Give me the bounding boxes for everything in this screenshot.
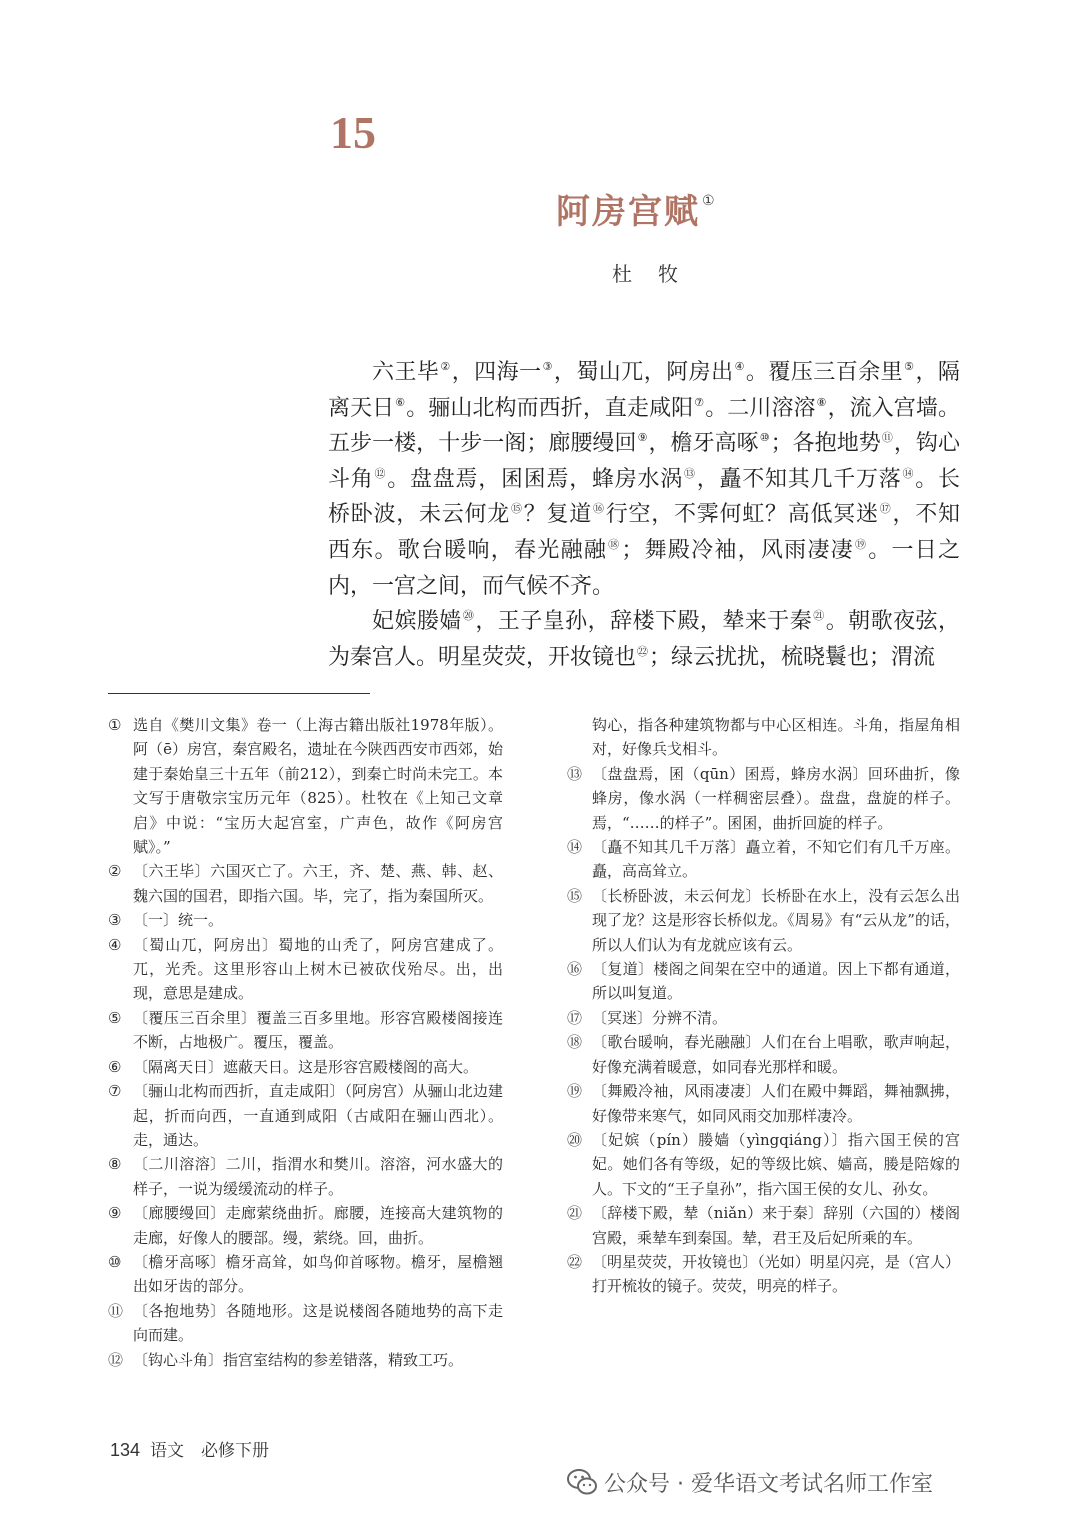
footnote-number: ⑪: [108, 1301, 124, 1320]
main-text: [328, 355, 960, 675]
footnote-divider: [108, 693, 370, 694]
footnote-ref: ②: [440, 360, 451, 373]
text-run: ，钩心斗角: [328, 431, 960, 492]
text-run: 。朝歌夜弦，为秦宫人。明星荧荧，开妆镜也: [328, 609, 960, 670]
text-run: ；各抱地势: [770, 431, 881, 457]
text-run: ，矗不知其几千万落: [696, 466, 902, 492]
footnote: [567, 1128, 960, 1201]
footnote-ref: ⑳: [462, 609, 475, 623]
footnote: [108, 1055, 503, 1079]
footnote-number: ⑦: [108, 1082, 122, 1101]
footnote: [567, 835, 960, 884]
footnote-ref: ㉒: [637, 644, 649, 658]
main-paragraph-1: [328, 355, 960, 604]
footnote-ref: ⑦: [694, 395, 705, 409]
footnote-text: 〔覆压三百余里〕覆盖三百多里地。形容宫殿楼阁接连不断，占地极广。覆压，覆盖。: [133, 1008, 503, 1052]
footnote-ref: ⑮: [510, 502, 523, 516]
footnote: [567, 762, 960, 835]
text-run: ？复道: [523, 502, 592, 528]
text-run: 妃嫔媵嫱: [372, 609, 462, 635]
footnote: [108, 1348, 503, 1372]
footnote: [567, 1030, 960, 1079]
footnote-ref: ⑧: [816, 395, 827, 409]
footnote-text: 〔辞楼下殿，辇（niǎn）来于秦〕辞别（六国的）楼阁宫殿，乘辇车到秦国。辇，君王及后妃所乘的车。: [592, 1204, 960, 1247]
text-run: 。长桥卧波，未云何龙: [328, 466, 960, 528]
footnote-ref: ⑫: [374, 466, 387, 480]
title-footnote-ref: ①: [702, 193, 717, 209]
footnote: [108, 1006, 503, 1055]
footnote-text: 〔长桥卧波，未云何龙〕长桥卧在水上，没有云怎么出现了龙？这是形容长桥似龙。《周易》有“云从龙”的话，所以人们认为有龙就应该有云。: [592, 886, 960, 954]
footnote: [108, 1201, 503, 1250]
page-number: 134: [110, 1440, 141, 1460]
footnote-text: 〔钩心斗角〕指宫室结构的参差错落，精致工巧。: [133, 1350, 464, 1369]
footnote-ref: ⑯: [592, 502, 605, 516]
footnote-text: 〔冥迷〕分辨不清。: [592, 1008, 728, 1027]
footnote-ref: ⑥: [395, 395, 406, 409]
footnote: [567, 1006, 960, 1030]
footnote-number: ⑰: [567, 1008, 583, 1027]
footnote-ref: ⑬: [683, 466, 696, 480]
footnote-number: ⑳: [567, 1130, 583, 1149]
footnote-ref: ⑩: [759, 431, 770, 445]
footnote: [108, 1299, 503, 1348]
footnote: [567, 1201, 960, 1250]
footnote: [567, 1079, 960, 1128]
footnote: [567, 884, 960, 957]
footnote: [108, 713, 503, 859]
footnote-number: ⑭: [567, 838, 583, 857]
footnote-text: 〔各抱地势〕各随地形。这是说楼阁各随地势的高下走向而建。: [133, 1301, 503, 1345]
footnote-ref: ⑨: [637, 431, 648, 445]
author: 杜牧: [612, 262, 704, 286]
text-run: 。一日之内，一宫之间，而气候不齐。: [328, 537, 960, 599]
footnote-ref: ㉑: [813, 609, 825, 623]
footnote-text: 〔二川溶溶〕二川，指渭水和樊川。溶溶，河水盛大的样子，一说为缓缓流动的样子。: [133, 1155, 503, 1198]
footnote-number: ③: [108, 911, 122, 930]
text-run: ；绿云扰扰，梳晓鬟也；渭流: [649, 644, 936, 670]
footnote-number: ⑨: [108, 1204, 122, 1223]
footnote-text: 〔复道〕楼阁之间架在空中的通道。因上下都有通道，所以叫复道。: [592, 960, 960, 1003]
footnote-ref: ⑭: [902, 466, 915, 480]
footnote-text: 〔隔离天日〕遮蔽天日。这是形容宫殿楼阁的高大。: [133, 1057, 479, 1076]
footnote: [567, 957, 960, 1006]
footnote: [108, 933, 503, 1006]
footnote-text: 〔廊腰缦回〕走廊萦绕曲折。廊腰，连接高大建筑物的走廊，好像人的腰部。缦，萦绕。回，曲折。: [133, 1204, 503, 1247]
footnote-ref: ③: [542, 360, 553, 373]
wechat-icon: [566, 1467, 598, 1497]
footnotes-right-column: [567, 713, 960, 1299]
footnote-number: ⑫: [108, 1350, 124, 1369]
text-run: ，四海一: [451, 360, 542, 385]
footnote-continuation: 钩心，指各种建筑物都与中心区相连。斗角，指屋角相对，好像兵戈相斗。: [592, 716, 960, 759]
footnote-ref: ⑱: [608, 537, 621, 551]
footnote-text: 〔一〕统一。: [133, 911, 224, 930]
footnote-number: ⑯: [567, 960, 583, 979]
footnote-ref: ④: [734, 360, 745, 373]
page-footer: [110, 1436, 269, 1461]
footnote-number: ⑥: [108, 1057, 122, 1076]
source-tag-text: 公众号 · 爱华语文考试名师工作室: [604, 1471, 933, 1497]
text-run: ，王子皇孙，辞楼下殿，辇来于秦: [475, 609, 813, 635]
text-run: 。盘盘焉，囷囷焉，蜂房水涡: [387, 466, 683, 492]
footnote: [567, 1250, 960, 1299]
footnote-text: 〔明星荧荧，开妆镜也〕（光如）明星闪亮，是（宫人）打开梳妆的镜子。荧荧，明亮的样子。: [592, 1252, 960, 1296]
footnote-number: ⑮: [567, 886, 583, 905]
book-name: 语文 必修下册: [150, 1441, 270, 1461]
text-run: ；舞殿冷袖，风雨凄凄: [621, 537, 854, 563]
footnote-number: ㉑: [567, 1204, 583, 1223]
footnote: [108, 1152, 503, 1201]
footnote-number: ②: [108, 862, 122, 881]
text-run: ，不知西东。歌台暖响，春光融融: [328, 502, 960, 563]
footnote-text: 选自《樊川文集》卷一（上海古籍出版社1978年版）。阿（ē）房宫，秦宫殿名，遗址在今陕西西安市西郊，始建于秦始皇三十五年（前212），到秦亡时尚未完工。本文写于唐敬宗宝历元年（825）。杜牧在《上知己文章启》中说：“宝历大起宫室，广声色，故作《阿房宫赋》。”: [133, 716, 503, 857]
footnote: [108, 908, 503, 932]
footnote: [108, 859, 503, 908]
footnote-text: 〔歌台暖响，春光融融〕人们在台上唱歌，歌声响起，好像充满着暖意，如同春光那样和暖。: [592, 1033, 960, 1076]
footnote-number: ⑤: [108, 1008, 122, 1027]
text-run: 六王毕: [372, 360, 440, 385]
footnote-text: 〔舞殿冷袖，风雨凄凄〕人们在殿中舞蹈，舞袖飘拂，好像带来寒气，如同风雨交加那样凄冷。: [592, 1082, 960, 1125]
main-paragraph-2: [328, 604, 960, 675]
footnote-text: 〔妃嫔（pín）媵嫱（yìngqiáng）〕指六国王侯的宫妃。她们各有等级，妃的等级比嫔、嫱高，媵是陪嫁的人。下文的“王子皇孙”，指六国王侯的女儿、孙女。: [592, 1130, 960, 1198]
source-tag: [566, 1464, 1050, 1500]
footnote-text: 〔六王毕〕六国灭亡了。六王，齐、楚、燕、韩、赵、魏六国的国君，即指六国。毕，完了，指为秦国所灭。: [133, 862, 503, 905]
text-run: 行空，不霁何虹？高低冥迷: [605, 502, 879, 528]
footnote-ref: ⑤: [904, 360, 915, 373]
footnote-text: 〔矗不知其几千万落〕矗立着，不知它们有几千万座。矗，高高耸立。: [592, 838, 960, 881]
footnote-number: ⑬: [567, 764, 583, 783]
text-run: 。二川溶溶: [705, 395, 816, 421]
footnote-number: ④: [108, 935, 122, 954]
footnote-text: 〔盘盘焉，囷（qūn）囷焉，蜂房水涡〕回环曲折，像蜂房，像水涡（一样稠密层叠）。盘盘，盘旋的样子。焉，“……的样子”。囷囷，曲折回旋的样子。: [592, 764, 960, 832]
lesson-number: 15: [330, 107, 376, 158]
footnote-number: ⑧: [108, 1155, 122, 1174]
text-run: ，流入宫墙。五步一楼，十步一阁；廊腰缦回: [328, 395, 960, 457]
footnotes-left-column: [108, 713, 503, 1372]
footnote-text: 〔檐牙高啄〕檐牙高耸，如鸟仰首啄物。檐牙，屋檐翘出如牙齿的部分。: [133, 1252, 503, 1296]
footnote-number: ⑱: [567, 1033, 583, 1052]
lesson-title: [556, 184, 717, 233]
text-run: 。覆压三百余里: [745, 360, 904, 385]
text-run: ，蜀山兀，阿房出: [553, 360, 734, 385]
footnote-ref: ⑰: [879, 502, 892, 516]
footnote-number: ⑩: [108, 1252, 122, 1271]
footnote-number: ㉒: [567, 1252, 583, 1271]
footnote-text: 〔骊山北构而西折，直走咸阳〕（阿房宫）从骊山北边建起，折而向西，一直通到咸阳（古咸阳在骊山西北）。走，通达。: [133, 1082, 503, 1149]
footnote-number: ①: [108, 716, 122, 734]
footnote-number: ⑲: [567, 1082, 583, 1101]
footnote: [108, 1250, 503, 1299]
text-run: ，隔离天日: [328, 360, 960, 421]
text-run: 。骊山北构而西折，直走咸阳: [406, 395, 694, 421]
footnote-text: 〔蜀山兀，阿房出〕蜀地的山秃了，阿房宫建成了。兀，光秃。这里形容山上树木已被砍伐殆尽。出，出现，意思是建成。: [133, 935, 503, 1003]
footnote: [108, 1079, 503, 1152]
lesson-title-text: 阿房宫赋: [556, 192, 700, 232]
footnote-ref: ⑪: [881, 431, 893, 445]
footnote-ref: ⑲: [854, 537, 868, 551]
text-run: ，檐牙高啄: [648, 431, 759, 457]
